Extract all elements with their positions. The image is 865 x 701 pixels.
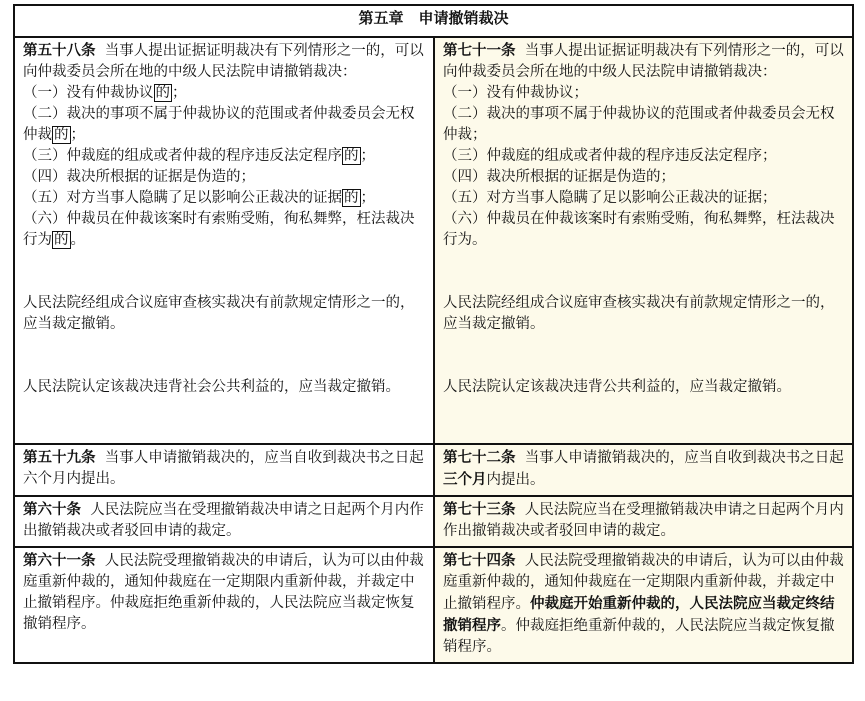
list-item: （二）裁决的事项不属于仲裁协议的范围或者仲裁委员会无权仲裁；: [443, 106, 835, 143]
article-text: 人民法院受理撤销裁决的申请后，认为可以由仲裁庭重新仲裁的，通知仲裁庭在一定期限内重新仲裁，并裁定中止撤销程序。: [443, 553, 844, 612]
article-text: 人民法院应当在受理撤销裁决申请之日起两个月内作出撤销裁决或者驳回申请的裁定。: [23, 502, 424, 539]
article-text: 人民法院应当在受理撤销裁决申请之日起两个月内作出撤销裁决或者驳回申请的裁定。: [443, 502, 844, 539]
article-intro: 当事人提出证据证明裁决有下列情形之一的，可以向仲裁委员会所在地的中级人民法院申请撤销裁决：: [23, 43, 424, 80]
amended-text: 仲裁庭开始重新仲裁的，人民法院应当裁定终结撤销程序: [443, 595, 835, 634]
article-paragraph: 人民法院经组成合议庭审查核实裁决有前款规定情形之一的，应当裁定撤销。: [443, 295, 835, 332]
list-item: （五）对方当事人隐瞒了足以影响公正裁决的证据；: [443, 190, 777, 206]
right-article-73: [434, 496, 853, 547]
left-article-60: [14, 496, 434, 547]
left-article-58: [14, 37, 434, 444]
table-row: [14, 37, 853, 444]
list-item: （六）仲裁员在仲裁该案时有索贿受贿，徇私舞弊，枉法裁决行为 的 。: [23, 211, 415, 248]
chapter-title: 第五章 申请撤销裁决: [14, 5, 853, 37]
article-number: 第六十条: [23, 501, 81, 518]
right-article-74: 第七十四条 人民法院受理撤销裁决的申请后，认为可以由仲裁庭重新仲裁的，通知仲裁庭在一定期限内重新仲裁，并裁定中止撤销程序。仲裁庭开始重新仲裁的，人民法院应当裁定终结撤销程序。仲裁庭拒绝重新仲裁的，人民法院应当裁定恢复撤销程序。: [434, 547, 853, 663]
highlight-box: 的: [344, 190, 359, 206]
article-text: 当事人申请撤销裁决的，应当自收到裁决书之日起: [524, 450, 844, 466]
article-number: 第七十三条: [443, 501, 516, 518]
highlight-box: 的: [155, 85, 170, 101]
comparison-table: [13, 4, 854, 664]
left-article-59: [14, 444, 434, 496]
list-item: （四）裁决所根据的证据是伪造的；: [443, 169, 675, 185]
list-item: （五）对方当事人隐瞒了足以影响公正裁决的证据 的 ；: [23, 190, 375, 206]
article-paragraph: 人民法院认定该裁决违背社会公共利益的，应当裁定撤销。: [23, 379, 400, 395]
table-row: [14, 547, 853, 663]
article-number: 第五十八条: [23, 42, 96, 59]
list-item: （四）裁决所根据的证据是伪造的；: [23, 169, 255, 185]
article-paragraph: 人民法院经组成合议庭审查核实裁决有前款规定情形之一的，应当裁定撤销。: [23, 295, 415, 332]
chapter-header-row: [14, 5, 853, 37]
article-number: 第五十九条: [23, 449, 96, 466]
article-text: 人民法院受理撤销裁决的申请后，认为可以由仲裁庭重新仲裁的，通知仲裁庭在一定期限内重新仲裁，并裁定中止撤销程序。仲裁庭拒绝重新仲裁的，人民法院应当裁定恢复撤销程序。: [23, 553, 424, 632]
amended-text: 三个月: [443, 471, 487, 488]
article-number: 第七十二条: [443, 449, 516, 466]
left-article-61: [14, 547, 434, 663]
list-item: （三）仲裁庭的组成或者仲裁的程序违反法定程序；: [443, 148, 777, 164]
article-text: 当事人申请撤销裁决的，应当自收到裁决书之日起六个月内提出。: [23, 450, 424, 487]
article-number: 第六十一条: [23, 552, 96, 569]
list-item: （六）仲裁员在仲裁该案时有索贿受贿，徇私舞弊，枉法裁决行为。: [443, 211, 835, 248]
highlight-box: 的: [54, 127, 69, 143]
list-item: （一）没有仲裁协议；: [443, 85, 588, 101]
article-number: 第七十一条: [443, 42, 516, 59]
right-article-71: [434, 37, 853, 444]
article-intro: 当事人提出证据证明裁决有下列情形之一的，可以向仲裁委员会所在地的中级人民法院申请撤销裁决：: [443, 43, 844, 80]
list-item: （二）裁决的事项不属于仲裁协议的范围或者仲裁委员会无权仲裁 的 ；: [23, 106, 415, 143]
table-row: [14, 496, 853, 547]
list-item: （三）仲裁庭的组成或者仲裁的程序违反法定程序 的 ；: [23, 148, 375, 164]
list-item: （一）没有仲裁协议 的 ；: [23, 85, 187, 101]
highlight-box: 的: [54, 232, 69, 248]
article-number: 第七十四条: [443, 552, 516, 569]
right-article-72: 第七十二条 当事人申请撤销裁决的，应当自收到裁决书之日起三个月内提出。: [434, 444, 853, 496]
article-paragraph: 人民法院认定该裁决违背公共利益的，应当裁定撤销。: [443, 379, 791, 395]
highlight-box: 的: [344, 148, 359, 164]
table-row: [14, 444, 853, 496]
